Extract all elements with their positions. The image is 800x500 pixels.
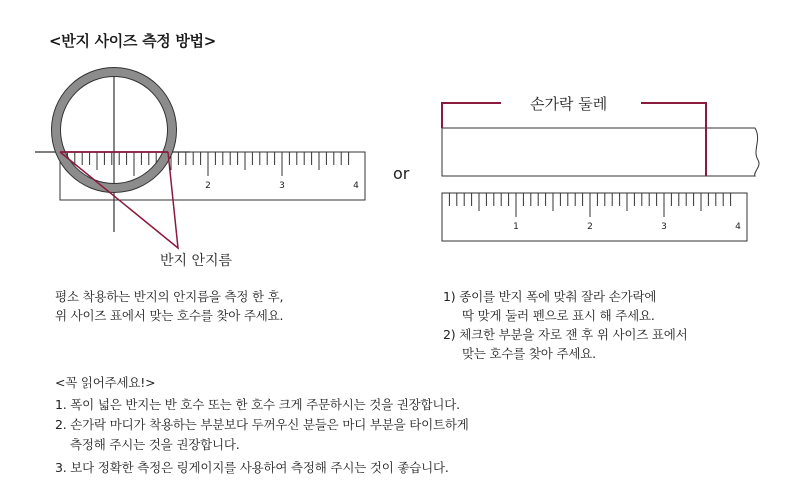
- ruler-number: 1: [513, 222, 519, 232]
- paper-strip-diagram: [400, 0, 800, 260]
- page-title: <반지 사이즈 측정 방법>: [49, 32, 217, 50]
- right-ruler: [442, 193, 747, 241]
- ruler-number: 2: [587, 222, 593, 232]
- note-line: 측정해 주시는 것을 권장합니다.: [70, 437, 240, 452]
- ruler-number: 3: [279, 181, 285, 191]
- ruler-number: 3: [661, 222, 667, 232]
- bracket-left: [442, 103, 501, 128]
- ruler-number: 1: [131, 181, 137, 191]
- notes-heading: <꼭 읽어주세요!>: [55, 375, 156, 390]
- ruler-number: 2: [205, 181, 211, 191]
- paper-strip: [442, 128, 759, 176]
- step-line: 1) 종이를 반지 폭에 맞춰 잘라 손가락에: [443, 289, 657, 304]
- left-ruler: [60, 152, 365, 200]
- left-description-line: 평소 착용하는 반지의 안지름을 측정 한 후,: [55, 289, 284, 304]
- step-line: 딱 맞게 둘러 펜으로 표시 해 주세요.: [462, 308, 655, 323]
- or-label: or: [393, 164, 410, 183]
- ring-measure-diagram: [0, 0, 400, 260]
- note-line: 1. 폭이 넓은 반지는 반 호수 또는 한 호수 크게 주문하시는 것을 권장합니다.: [55, 397, 460, 412]
- step-line: 2) 체크한 부분을 자로 잰 후 위 사이즈 표에서: [443, 327, 688, 342]
- ruler-number: 4: [353, 181, 359, 191]
- note-line: 3. 보다 정확한 측정은 링게이지를 사용하여 측정해 주시는 것이 좋습니다.: [55, 460, 449, 475]
- left-description-line: 위 사이즈 표에서 맞는 호수를 찾아 주세요.: [55, 308, 284, 323]
- ruler-number: 4: [735, 222, 741, 232]
- finger-circumference-label: 손가락 둘레: [530, 95, 608, 113]
- note-line: 2. 손가락 마디가 착용하는 부분보다 두꺼우신 분들은 마디 부분을 타이트하게: [55, 417, 469, 432]
- step-line: 맞는 호수를 찾아 주세요.: [462, 346, 596, 361]
- ring-inner-diameter-label: 반지 안지름: [160, 253, 233, 269]
